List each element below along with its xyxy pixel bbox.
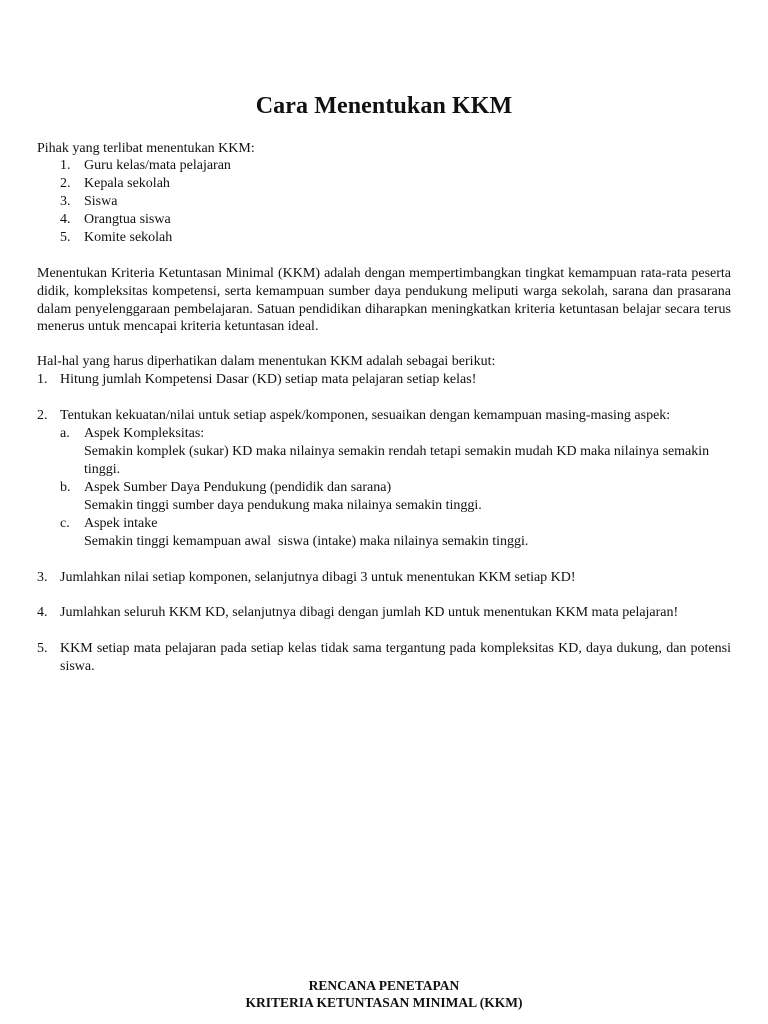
list-text: Kepala sekolah [84,176,170,191]
aspect-heading: Aspek Kompleksitas: [84,426,205,441]
list-text: KKM setiap mata pelajaran pada setiap kelas tidak sama tergantung pada kompleksitas KD, daya dukung, dan potensi siswa. [60,641,731,674]
aspect-description: Semakin komplek (sukar) KD maka nilainya semakin rendah tetapi semakin mudah KD maka nilainya semakin tinggi. [84,444,710,477]
list-number: 5. [60,230,71,245]
list-text: Hitung jumlah Kompetensi Dasar (KD) setiap mata pelajaran setiap kelas! [60,372,477,387]
list-text: Orangtua siswa [84,212,171,227]
list-number: 3. [37,570,48,585]
list-text: Siswa [84,194,118,209]
list-number: 1. [60,158,71,173]
aspect-description: Semakin tinggi sumber daya pendukung maka nilainya semakin tinggi. [84,498,482,513]
list-text: Guru kelas/mata pelajaran [84,158,231,173]
page-title: Cara Menentukan KKM [255,93,513,119]
list-text: Jumlahkan nilai setiap komponen, selanjutnya dibagi 3 untuk menentukan KKM setiap KD! [60,570,576,585]
list-number: 3. [60,194,71,209]
footer-heading-line2: KRITERIA KETUNTASAN MINIMAL (KKM) [245,995,523,1010]
sublist-letter: c. [60,516,70,531]
list-text: Komite sekolah [84,230,173,245]
aspect-heading: Aspek intake [84,516,158,531]
footer-heading-line1: RENCANA PENETAPAN [308,978,460,993]
intro-label: Pihak yang terlibat menentukan KKM: [37,141,255,156]
steps-intro: Hal-hal yang harus diperhatikan dalam menentukan KKM adalah sebagai berikut: [37,354,496,369]
list-number: 1. [37,372,48,387]
list-number: 2. [60,176,71,191]
aspect-description: Semakin tinggi kemampuan awal siswa (intake) maka nilainya semakin tinggi. [84,534,529,549]
sublist-letter: a. [60,426,70,441]
sublist-letter: b. [60,480,71,495]
list-number: 4. [60,212,71,227]
aspect-heading: Aspek Sumber Daya Pendukung (pendidik dan sarana) [84,480,392,495]
list-number: 4. [37,605,48,620]
kkm-definition-paragraph: Menentukan Kriteria Ketuntasan Minimal (KKM) adalah dengan mempertimbangkan tingkat kemampuan rata-rata peserta didik, kompleksitas kompetensi, serta kemampuan sumber daya pendukung meliputi warga sekolah, sarana dan prasarana dalam penyelenggaraan pembelajaran. Satuan pendidikan diharapkan meningkatkan kriteria ketuntasan belajar secara terus menerus untuk mencapai kriteria ketuntasan ideal. [37,266,731,335]
list-number: 2. [37,408,48,423]
list-text: Jumlahkan seluruh KKM KD, selanjutnya dibagi dengan jumlah KD untuk menentukan KKM mata pelajaran! [60,605,679,620]
list-text: Tentukan kekuatan/nilai untuk setiap aspek/komponen, sesuaikan dengan kemampuan masing-masing aspek: [60,408,671,423]
list-number: 5. [37,641,48,656]
